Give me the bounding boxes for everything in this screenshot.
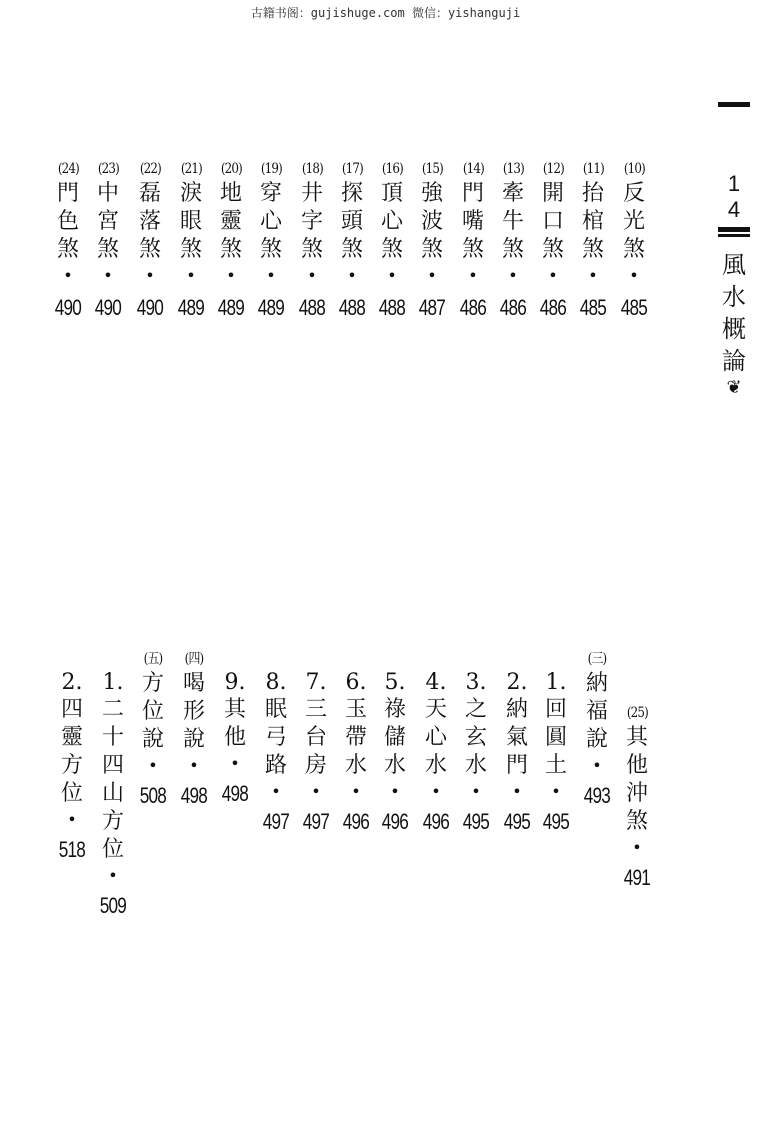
toc-entry <box>535 158 571 322</box>
toc-entry <box>50 158 86 322</box>
entry-title-char: 煞 <box>625 809 648 834</box>
leader-dot: • <box>103 266 113 285</box>
entry-title-char: 房 <box>304 753 327 778</box>
entry-title-char: 門 <box>461 181 484 206</box>
toc-entry <box>377 672 413 836</box>
leader-dot: • <box>431 782 441 801</box>
entry-title-char: 方 <box>141 671 164 696</box>
entry-title-char: 心 <box>259 209 282 234</box>
page-number-digit: 4 <box>727 197 741 222</box>
entry-title-char: 方 <box>101 809 124 834</box>
entry-page-number: 486 <box>539 295 567 320</box>
entry-title-char: 煞 <box>581 237 604 262</box>
entry-title-char: 儲 <box>383 725 406 750</box>
entry-number: (四) <box>184 651 204 667</box>
entry-page-number: 497 <box>302 809 330 834</box>
entry-title-char: 位 <box>60 781 83 806</box>
toc-entry <box>135 648 171 810</box>
toc-entry <box>213 158 249 322</box>
entry-page-number: 491 <box>623 865 651 890</box>
toc-entry <box>374 158 410 322</box>
entry-number: (23) <box>97 161 119 177</box>
entry-title-char: 煞 <box>138 237 161 262</box>
entry-title-char: 煞 <box>380 237 403 262</box>
entry-page-number: 498 <box>221 781 249 806</box>
entry-number: 5. <box>384 670 406 695</box>
entry-title-char: 門 <box>505 753 528 778</box>
leader-dot: • <box>548 266 558 285</box>
title-char: 概 <box>722 315 746 343</box>
entry-title-char: 牽 <box>501 181 524 206</box>
entry-title-char: 開 <box>541 181 564 206</box>
toc-entry <box>54 672 90 864</box>
entry-page-number: 496 <box>342 809 370 834</box>
entry-title-char: 納 <box>505 697 528 722</box>
entry-title-char: 淚 <box>179 181 202 206</box>
page-number-digit: 1 <box>727 171 741 196</box>
entry-number: 2. <box>506 670 528 695</box>
entry-title-char: 十 <box>101 725 124 750</box>
entry-title-char: 門 <box>56 181 79 206</box>
entry-title-char: 口 <box>541 209 564 234</box>
entry-title-char: 煞 <box>300 237 323 262</box>
leader-dot: • <box>512 782 522 801</box>
entry-page-number: 490 <box>136 295 164 320</box>
toc-entry <box>538 672 574 836</box>
entry-page-number: 495 <box>462 809 490 834</box>
leader-dot: • <box>266 266 276 285</box>
title-char: 水 <box>722 283 746 311</box>
leader-dot: • <box>632 838 642 857</box>
entry-page-number: 496 <box>381 809 409 834</box>
entry-title-char: 其 <box>223 697 246 722</box>
entry-number: (17) <box>341 161 363 177</box>
entry-number: 1. <box>102 670 124 695</box>
entry-title-char: 地 <box>219 181 242 206</box>
entry-title-char: 嘴 <box>461 209 484 234</box>
entry-page-number: 489 <box>177 295 205 320</box>
entry-title-char: 中 <box>96 181 119 206</box>
toc-entry <box>253 158 289 322</box>
toc-entry <box>499 672 535 836</box>
entry-page-number: 489 <box>257 295 285 320</box>
leader-dot: • <box>629 266 639 285</box>
entry-title-char: 山 <box>101 781 124 806</box>
entry-title-char: 煞 <box>179 237 202 262</box>
entry-title-char: 二 <box>101 697 124 722</box>
toc-entry <box>173 158 209 322</box>
entry-title-char: 說 <box>182 727 205 752</box>
entry-title-char: 其 <box>625 725 648 750</box>
entry-number: (18) <box>301 161 323 177</box>
entry-title-char: 帶 <box>344 725 367 750</box>
entry-title-char: 土 <box>544 753 567 778</box>
entry-title-char: 煞 <box>340 237 363 262</box>
leader-dot: • <box>471 782 481 801</box>
entry-title-char: 沖 <box>625 781 648 806</box>
entry-title-char: 氣 <box>505 725 528 750</box>
leader-dot: • <box>427 266 437 285</box>
entry-title-char: 落 <box>138 209 161 234</box>
entry-title-char: 玉 <box>344 697 367 722</box>
entry-number: 2. <box>61 670 83 695</box>
entry-title-char: 煞 <box>541 237 564 262</box>
leader-dot: • <box>468 266 478 285</box>
entry-title-char: 之 <box>464 697 487 722</box>
entry-title-char: 祿 <box>383 697 406 722</box>
rule-bar <box>718 102 750 107</box>
toc-entry <box>495 158 531 322</box>
toc-entry <box>619 702 655 892</box>
leader-dot: • <box>311 782 321 801</box>
entry-page-number: 490 <box>94 295 122 320</box>
entry-title-char: 納 <box>585 671 608 696</box>
entry-number: (19) <box>260 161 282 177</box>
entry-number: 4. <box>425 670 447 695</box>
leader-dot: • <box>351 782 361 801</box>
leader-dot: • <box>67 810 77 829</box>
toc-entry <box>90 158 126 322</box>
entry-title-char: 強 <box>420 181 443 206</box>
entry-title-char: 牛 <box>501 209 524 234</box>
toc-entry <box>298 672 334 836</box>
entry-title-char: 他 <box>625 753 648 778</box>
leader-dot: • <box>148 756 158 775</box>
toc-entry <box>334 158 370 322</box>
entry-title-char: 頭 <box>340 209 363 234</box>
leader-dot: • <box>230 754 240 773</box>
entry-page-number: 485 <box>620 295 648 320</box>
entry-title-char: 弓 <box>264 725 287 750</box>
leader-dot: • <box>145 266 155 285</box>
entry-title-char: 方 <box>60 753 83 778</box>
ornament-icon: ❦ <box>726 377 742 398</box>
entry-number: (21) <box>180 161 202 177</box>
entry-number: (22) <box>139 161 161 177</box>
entry-number: (11) <box>582 161 604 177</box>
leader-dot: • <box>271 782 281 801</box>
entry-title-char: 福 <box>585 699 608 724</box>
entry-title-char: 宮 <box>96 209 119 234</box>
entry-title-char: 圓 <box>544 725 567 750</box>
entry-title-char: 水 <box>424 753 447 778</box>
entry-page-number: 486 <box>459 295 487 320</box>
entry-number: (三) <box>587 651 607 667</box>
entry-title-char: 回 <box>544 697 567 722</box>
entry-title-char: 玄 <box>464 725 487 750</box>
entry-page-number: 489 <box>217 295 245 320</box>
entry-title-char: 水 <box>344 753 367 778</box>
entry-title-char: 煞 <box>461 237 484 262</box>
entry-title-char: 路 <box>264 753 287 778</box>
entry-title-char: 磊 <box>138 181 161 206</box>
entry-page-number: 508 <box>139 783 167 808</box>
entry-page-number: 488 <box>338 295 366 320</box>
entry-page-number: 518 <box>58 837 86 862</box>
entry-title-char: 煞 <box>420 237 443 262</box>
entry-title-char: 三 <box>304 697 327 722</box>
entry-title-char: 頂 <box>380 181 403 206</box>
leader-dot: • <box>189 756 199 775</box>
entry-title-char: 位 <box>141 699 164 724</box>
toc-entry <box>616 158 652 322</box>
entry-number: (13) <box>502 161 524 177</box>
entry-title-char: 四 <box>60 697 83 722</box>
entry-number: (五) <box>143 651 163 667</box>
leader-dot: • <box>307 266 317 285</box>
entry-title-char: 天 <box>424 697 447 722</box>
entry-number: 8. <box>265 670 287 695</box>
entry-number: (25) <box>626 705 648 721</box>
entry-number: 9. <box>224 670 246 695</box>
entry-number: (12) <box>542 161 564 177</box>
entry-page-number: 490 <box>54 295 82 320</box>
entry-title-char: 四 <box>101 753 124 778</box>
leader-dot: • <box>588 266 598 285</box>
entry-page-number: 509 <box>99 893 127 918</box>
entry-page-number: 496 <box>422 809 450 834</box>
entry-title-char: 喝 <box>182 671 205 696</box>
entry-title-char: 位 <box>101 837 124 862</box>
leader-dot: • <box>186 266 196 285</box>
entry-title-char: 眼 <box>179 209 202 234</box>
entry-page-number: 495 <box>542 809 570 834</box>
entry-title-char: 煞 <box>219 237 242 262</box>
entry-page-number: 493 <box>583 783 611 808</box>
watermark-text: 古籍书阁：gujishuge.com 微信：yishanguji <box>250 6 521 20</box>
toc-entry <box>458 672 494 836</box>
entry-number: 6. <box>345 670 367 695</box>
entry-number: (10) <box>623 161 645 177</box>
entry-title-char: 棺 <box>581 209 604 234</box>
rule-bar <box>718 227 750 232</box>
entry-title-char: 探 <box>340 181 363 206</box>
entry-title-char: 台 <box>304 725 327 750</box>
entry-number: (24) <box>57 161 79 177</box>
entry-page-number: 487 <box>418 295 446 320</box>
leader-dot: • <box>390 782 400 801</box>
toc-entry <box>294 158 330 322</box>
entry-title-char: 說 <box>585 727 608 752</box>
toc-entry <box>414 158 450 322</box>
rule-bar <box>718 234 750 237</box>
entry-number: (14) <box>462 161 484 177</box>
entry-title-char: 反 <box>622 181 645 206</box>
entry-title-char: 心 <box>380 209 403 234</box>
entry-title-char: 他 <box>223 725 246 750</box>
toc-entry <box>95 672 131 920</box>
toc-entry <box>132 158 168 322</box>
toc-entry <box>176 648 212 810</box>
entry-page-number: 488 <box>378 295 406 320</box>
entry-title-char: 光 <box>622 209 645 234</box>
entry-title-char: 井 <box>300 181 323 206</box>
running-header <box>717 100 751 399</box>
entry-title-char: 煞 <box>622 237 645 262</box>
entry-number: (16) <box>381 161 403 177</box>
leader-dot: • <box>508 266 518 285</box>
entry-page-number: 485 <box>579 295 607 320</box>
entry-title-char: 煞 <box>96 237 119 262</box>
entry-number: (15) <box>421 161 443 177</box>
entry-title-char: 靈 <box>60 725 83 750</box>
entry-number: 1. <box>545 670 567 695</box>
entry-title-char: 抬 <box>581 181 604 206</box>
entry-title-char: 穿 <box>259 181 282 206</box>
entry-page-number: 486 <box>499 295 527 320</box>
entry-title-char: 眠 <box>264 697 287 722</box>
entry-title-char: 煞 <box>501 237 524 262</box>
leader-dot: • <box>347 266 357 285</box>
entry-title-char: 波 <box>420 209 443 234</box>
entry-title-char: 煞 <box>259 237 282 262</box>
entry-number: 3. <box>465 670 487 695</box>
entry-title-char: 靈 <box>219 209 242 234</box>
leader-dot: • <box>108 866 118 885</box>
toc-entry <box>455 158 491 322</box>
entry-number: (20) <box>220 161 242 177</box>
entry-title-char: 形 <box>182 699 205 724</box>
leader-dot: • <box>551 782 561 801</box>
entry-title-char: 心 <box>424 725 447 750</box>
entry-title-char: 字 <box>300 209 323 234</box>
entry-page-number: 498 <box>180 783 208 808</box>
toc-entry <box>575 158 611 322</box>
leader-dot: • <box>387 266 397 285</box>
entry-title-char: 水 <box>383 753 406 778</box>
toc-entry <box>579 648 615 810</box>
title-char: 風 <box>722 251 746 279</box>
entry-number: 7. <box>305 670 327 695</box>
entry-title-char: 水 <box>464 753 487 778</box>
entry-page-number: 497 <box>262 809 290 834</box>
entry-title-char: 說 <box>141 727 164 752</box>
entry-page-number: 495 <box>503 809 531 834</box>
leader-dot: • <box>592 756 602 775</box>
entry-page-number: 488 <box>298 295 326 320</box>
leader-dot: • <box>226 266 236 285</box>
entry-title-char: 煞 <box>56 237 79 262</box>
toc-entry <box>338 672 374 836</box>
toc-entry <box>258 672 294 836</box>
leader-dot: • <box>63 266 73 285</box>
entry-title-char: 色 <box>56 209 79 234</box>
toc-entry <box>418 672 454 836</box>
title-char: 論 <box>722 347 746 375</box>
toc-entry <box>217 672 253 808</box>
